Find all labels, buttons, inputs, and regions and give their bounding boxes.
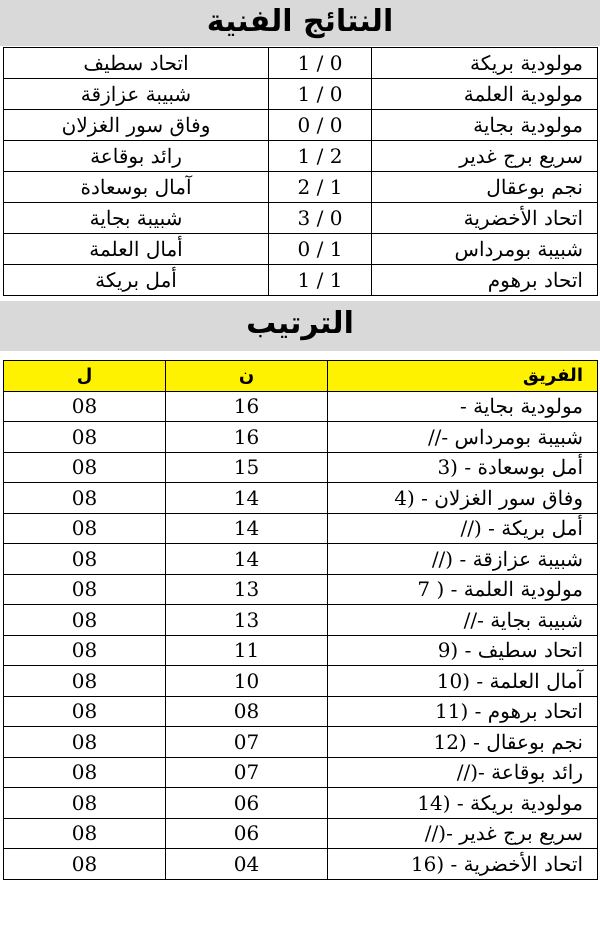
match-score: 0 / 1: [269, 234, 372, 265]
team-name: //)- رائد بوقاعة: [328, 757, 598, 788]
standings-row: [4, 544, 598, 575]
match-score: 1 / 1: [269, 265, 372, 296]
match-away-team: رائد بوقاعة: [4, 141, 269, 172]
team-played: 08: [4, 605, 166, 636]
match-score: 1 / 0: [269, 48, 372, 79]
match-score: 0 / 0: [269, 110, 372, 141]
team-played: 08: [4, 544, 166, 575]
match-row: [4, 48, 598, 79]
team-points: 07: [166, 757, 328, 788]
team-name: 9) - اتحاد سطيف: [328, 635, 598, 666]
header-played: ل: [4, 361, 166, 392]
standings-row: [4, 605, 598, 636]
team-name: 4) - وفاق سور الغزلان: [328, 483, 598, 514]
match-home-team: اتحاد الأخضرية: [372, 203, 598, 234]
standings-table: [3, 360, 598, 880]
team-name: 12) - نجم بوعقال: [328, 727, 598, 758]
team-played: 08: [4, 818, 166, 849]
standings-row: [4, 635, 598, 666]
team-played: 08: [4, 635, 166, 666]
match-row: [4, 172, 598, 203]
team-name: 10) - آمال العلمة: [328, 666, 598, 697]
match-score: 1 / 0: [269, 79, 372, 110]
standings-row: [4, 574, 598, 605]
standings-row: [4, 422, 598, 453]
team-name: 3) - أمل بوسعادة: [328, 452, 598, 483]
standings-row: [4, 757, 598, 788]
match-home-team: اتحاد برهوم: [372, 265, 598, 296]
team-points: 14: [166, 483, 328, 514]
team-played: 08: [4, 788, 166, 819]
team-points: 10: [166, 666, 328, 697]
match-away-team: وفاق سور الغزلان: [4, 110, 269, 141]
match-away-team: أمال العلمة: [4, 234, 269, 265]
standings-row: [4, 818, 598, 849]
team-name: //) - شبيبة عزازقة: [328, 544, 598, 575]
standings-header-row: [4, 361, 598, 392]
results-title: النتائج الفنية: [0, 0, 600, 46]
standings-row: [4, 666, 598, 697]
team-played: 08: [4, 452, 166, 483]
match-away-team: شبيبة عزازقة: [4, 79, 269, 110]
team-points: 13: [166, 574, 328, 605]
standings-row: [4, 788, 598, 819]
match-row: [4, 141, 598, 172]
match-away-team: شبيبة بجاية: [4, 203, 269, 234]
team-points: 11: [166, 635, 328, 666]
match-row: [4, 265, 598, 296]
standings-row: [4, 513, 598, 544]
match-score: 3 / 0: [269, 203, 372, 234]
team-played: 08: [4, 422, 166, 453]
team-points: 04: [166, 849, 328, 880]
team-name: //- شبيبة بجاية: [328, 605, 598, 636]
team-played: 08: [4, 513, 166, 544]
match-score: 2 / 1: [269, 172, 372, 203]
standings-row: [4, 391, 598, 422]
team-name: 11) - اتحاد برهوم: [328, 696, 598, 727]
match-row: [4, 110, 598, 141]
standings-row: [4, 452, 598, 483]
match-home-team: مولودية العلمة: [372, 79, 598, 110]
team-name: //) - أمل بريكة: [328, 513, 598, 544]
match-row: [4, 234, 598, 265]
team-points: 16: [166, 422, 328, 453]
header-points: ن: [166, 361, 328, 392]
match-away-team: اتحاد سطيف: [4, 48, 269, 79]
team-points: 07: [166, 727, 328, 758]
match-home-team: سريع برج غدير: [372, 141, 598, 172]
team-points: 16: [166, 391, 328, 422]
team-played: 08: [4, 757, 166, 788]
match-home-team: شبيبة بومرداس: [372, 234, 598, 265]
team-played: 08: [4, 666, 166, 697]
team-played: 08: [4, 391, 166, 422]
team-played: 08: [4, 696, 166, 727]
standings-row: [4, 727, 598, 758]
team-points: 06: [166, 818, 328, 849]
match-row: [4, 203, 598, 234]
match-home-team: مولودية بجاية: [372, 110, 598, 141]
match-row: [4, 79, 598, 110]
team-name: - مولودية بجاية: [328, 391, 598, 422]
team-name: //- شبيبة بومرداس: [328, 422, 598, 453]
team-points: 08: [166, 696, 328, 727]
match-away-team: آمال بوسعادة: [4, 172, 269, 203]
team-name: 16) - اتحاد الأخضرية: [328, 849, 598, 880]
team-points: 14: [166, 544, 328, 575]
team-name: //)- سريع برج غدير: [328, 818, 598, 849]
match-home-team: نجم بوعقال: [372, 172, 598, 203]
team-points: 14: [166, 513, 328, 544]
standings-row: [4, 483, 598, 514]
header-team: الفريق: [328, 361, 598, 392]
results-table: [3, 47, 598, 296]
team-points: 06: [166, 788, 328, 819]
match-away-team: أمل بريكة: [4, 265, 269, 296]
standings-title: الترتيب: [0, 301, 600, 351]
team-played: 08: [4, 574, 166, 605]
match-score: 1 / 2: [269, 141, 372, 172]
team-played: 08: [4, 849, 166, 880]
standings-row: [4, 849, 598, 880]
match-home-team: مولودية بريكة: [372, 48, 598, 79]
team-name: 14) - مولودية بريكة: [328, 788, 598, 819]
team-name: 7 ) - مولودية العلمة: [328, 574, 598, 605]
standings-row: [4, 696, 598, 727]
team-points: 13: [166, 605, 328, 636]
team-played: 08: [4, 727, 166, 758]
team-points: 15: [166, 452, 328, 483]
team-played: 08: [4, 483, 166, 514]
